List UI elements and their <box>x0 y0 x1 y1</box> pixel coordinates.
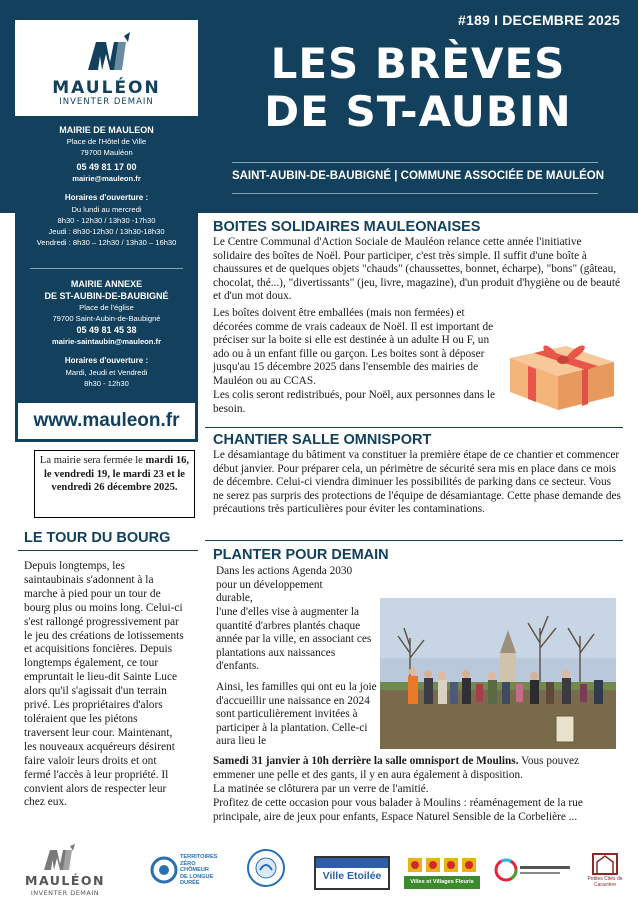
website-box[interactable] <box>15 400 198 442</box>
footer-mauleon-logo <box>20 842 110 898</box>
subtitle: SAINT-AUBIN-DE-BAUBIGNÉ | COMMUNE ASSOCIÉE DE MAULÉON <box>231 170 605 182</box>
mairie-address-1: Place de l'Hôtel de Ville <box>66 137 147 146</box>
closure-notice <box>34 450 195 518</box>
footer-mauleon-icon <box>20 842 110 872</box>
footer-logo-name: MAULÉON <box>25 873 105 888</box>
annexe-block <box>15 278 198 389</box>
mairie-email[interactable]: mairie@mauleon.fr <box>72 174 141 183</box>
annexe-hours-2: 8h30 - 12h30 <box>84 379 129 388</box>
villes-fleuris-label: Villes et Villages Fleuris <box>404 876 480 889</box>
website-link[interactable]: www.mauleon.fr <box>33 410 180 431</box>
footer-logo-tagline: INVENTER DEMAIN <box>30 889 100 897</box>
mairie-hours-2: 8h30 - 12h30 / 13h30 -17h30 <box>57 216 156 225</box>
mairie-hours-title: Horaires d'ouverture : <box>64 193 149 202</box>
mauleon-logo <box>15 20 198 116</box>
chantier-heading: CHANTIER SALLE OMNISPORT <box>213 432 432 448</box>
annexe-address-2: 79700 Saint-Aubin-de-Baubigné <box>52 314 161 323</box>
mairie-title: MAIRIE DE MAULEON <box>59 125 154 135</box>
tour-body: Depuis longtemps, les saintaubinais s'adonnent à la marche à pied pour un tour de bourg plus ou moins long. Celui-ci s'est rallongé progressivement par le jeu des créations de lotissements et acquisitions foncières. Depuis longtemps également, ce tour empruntait le lieu-dit Sainte Luce alors qu'il s'agissait d'un terrain privé. Les propriétaires d'alors toléraient que les piétons traversent leur cour. Maintenant, les nouveaux acquéreurs désirent faire valoir leurs droits et ont fermé l'accès à leur propriété. Il convient alors de respecter leur chez eux. <box>24 560 184 809</box>
mairie-hours-4: Vendredi : 8h30 – 12h30 / 13h30 – 16h30 <box>36 238 177 247</box>
planter-p3: Ainsi, les familles qui ont eu la joie d'accueillir une naissance en 2024 sont particulièrement invitées à participer à la plantation. Celle-ci aura lieu le <box>216 681 377 747</box>
mairie-hours-1: Du lundi au mercredi <box>71 205 142 214</box>
chantier-body: Le désamiantage du bâtiment va constituer la première étape de ce chantier et commencer début janvier. Pour préparer cela, un périmètre de sécurité sera mis en place dans ce mois de décembre. Celui-ci viendra diminuer les possibilités de parking dans ce secteur. Vous ne serez pas surpris des protections de l'équipe de désamiantage. Cette phase demande des précautions très particulières pour éviter les contaminations. <box>213 449 621 515</box>
closure-dates: mardi 16, le vendredi 19, le mardi 23 et le vendredi 26 décembre 2025. <box>43 455 190 494</box>
tzc-line-1: TERRITOIRES <box>180 854 218 860</box>
planter-heading-line <box>205 540 623 541</box>
footer-circle-badge-icon <box>246 848 286 888</box>
ville-etoilee-band <box>316 858 388 868</box>
subtitle-rule-top <box>232 162 598 163</box>
boites-p2: Les boîtes doivent être emballées (mais non fermées) et décorées comme de vrais cadeaux de Noël. Il est important de préciser sur la boite si elle est destinée à un adulte H ou F, un ado ou à un enfant fille ou garçon. Les boites sont à déposer jusqu'au 15 décembre 2025 dans l'ensemble des mairies de Mauléon ou au CCAS. <box>213 307 494 387</box>
planter-p5: La matinée se clôturera par un verre de l'amitié. <box>213 783 429 795</box>
tzc-line-4: DURÉE <box>180 880 200 887</box>
gift-box-image <box>506 318 618 414</box>
mairie-hours-3: Jeudi : 8h30-12h30 / 13h30-18h30 <box>48 227 165 236</box>
newsletter-title <box>198 40 638 136</box>
boites-p1: Le Centre Communal d'Action Sociale de Mauléon relance cette année l'initiative solidaire des boîtes de Noël. Pour participer, c'est très simple. Il suffit d'une boîte à chaussures et de quelques objets "chauds" (chaussettes, bonnet, écharpe), "bons" (gâteau, chocolat, thé...), "divertissants" (jeu, livre, magazine), d'un produit d'hygiène ou de beauté et d'un mot doux. <box>213 236 620 302</box>
closure-intro: La mairie sera fermée le <box>39 455 143 466</box>
tour-heading-line <box>18 550 198 551</box>
annexe-email[interactable]: mairie-saintaubin@mauleon.fr <box>51 337 162 346</box>
footer-ville-etoilee-logo <box>314 856 390 890</box>
mairie-block <box>15 124 198 248</box>
planter-p6: Profitez de cette occasion pour vous balader à Moulins : réaménagement de la rue principale, aire de jeux pour enfants, Espace Naturel Sensible de la Corbelière ... <box>213 797 583 823</box>
petites-cites-icon <box>585 852 625 876</box>
footer-sdg-wheel-icon <box>494 854 574 890</box>
mairie-phone[interactable]: 05 49 81 17 00 <box>76 162 137 172</box>
planter-p4-rest: Vous pouvez emmener une pelle et des gants, il y en aura également à disposition. <box>213 755 579 781</box>
sidebar-divider <box>30 268 183 269</box>
planter-p1: Dans les actions Agenda 2030 pour un développement durable, <box>216 565 353 604</box>
tzc-icon <box>150 856 178 884</box>
petites-cites-label: Petites Cités de Caractère <box>587 876 623 888</box>
annexe-address-1: Place de l'église <box>79 303 134 312</box>
title-line-2: DE ST-AUBIN <box>264 87 572 136</box>
ville-etoilee-label: Ville Etoilée <box>322 870 382 882</box>
planter-heading: PLANTER POUR DEMAIN <box>213 547 389 563</box>
annexe-phone[interactable]: 05 49 81 45 38 <box>76 325 137 335</box>
planter-p4 <box>213 755 623 782</box>
planter-p4-bold: Samedi 31 janvier à 10h derrière la salle omnisport de Moulins. <box>213 755 519 767</box>
footer-petites-cites-logo <box>585 852 625 894</box>
footer-villes-fleuris-logo <box>404 856 480 890</box>
tzc-line-2: ZÉRO CHÔMEUR <box>180 860 209 874</box>
boites-p3: Les colis seront redistribués, pour Noël, aux personnes dans le besoin. <box>213 389 496 415</box>
annexe-hours-1: Mardi, Jeudi et Vendredi <box>65 368 148 377</box>
issue-number: #189 I DECEMBRE 2025 <box>458 12 620 28</box>
logo-tagline: INVENTER DEMAIN <box>59 97 154 107</box>
fleuris-flowers-icon <box>404 856 480 874</box>
tour-heading: LE TOUR DU BOURG <box>24 530 171 546</box>
annexe-hours-title: Horaires d'ouverture : <box>64 356 149 365</box>
boites-heading: BOITES SOLIDAIRES MAULEONAISES <box>213 219 481 235</box>
tree-planting-photo <box>380 598 616 749</box>
tzc-text <box>180 854 220 887</box>
logo-name: MAULÉON <box>52 78 161 98</box>
footer-tzc-logo <box>150 850 220 894</box>
tzc-line-3: DE LONGUE <box>180 873 214 880</box>
annexe-title-1: MAIRIE ANNEXE <box>70 279 143 289</box>
subtitle-rule-bottom <box>232 193 598 194</box>
mairie-address-2: 79700 Mauléon <box>80 148 133 157</box>
annexe-title-2: DE ST-AUBIN-DE-BAUBIGNÉ <box>44 291 169 301</box>
chantier-heading-line <box>205 427 623 428</box>
title-line-1: LES BRÈVES <box>270 39 566 88</box>
planter-p2: l'une d'elles vise à augmenter la quantité d'arbres plantés chaque année par la ville, en associant ces plantations aux naissances d'enfants. <box>216 606 372 672</box>
